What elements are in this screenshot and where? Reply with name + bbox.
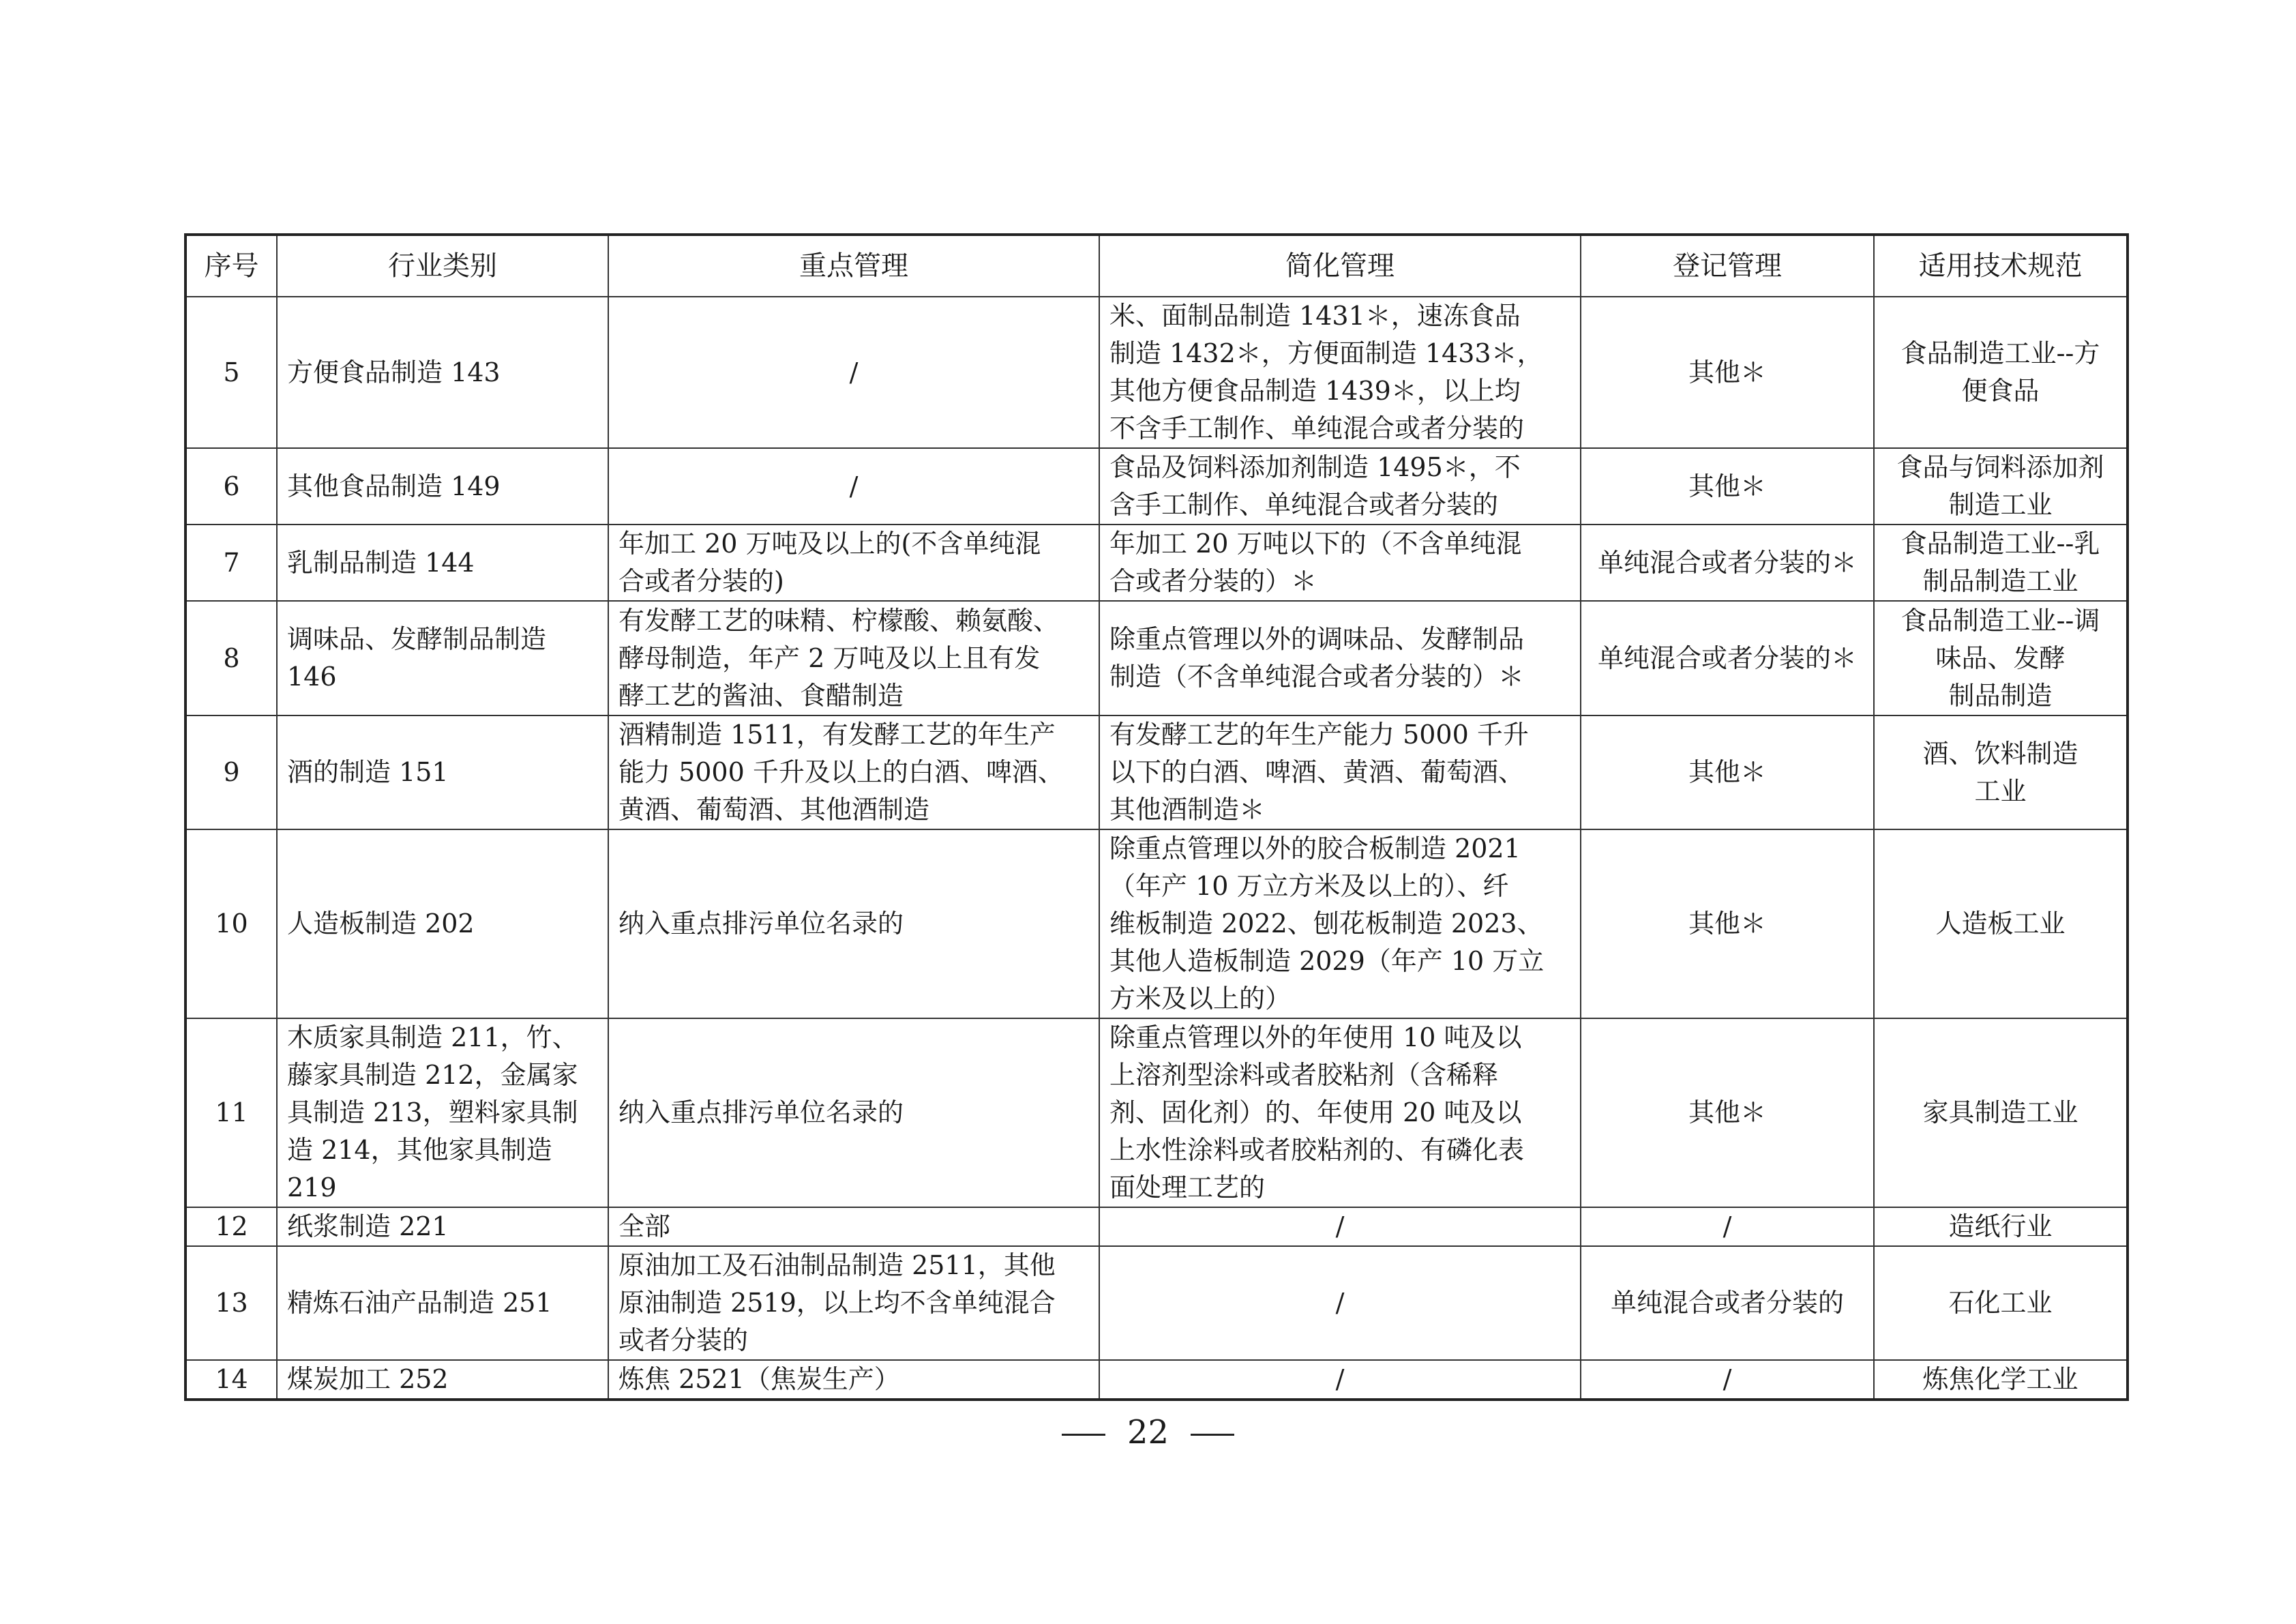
cell-registration-management: [1581, 1246, 1874, 1360]
cell-industry-category: [277, 1246, 608, 1360]
cell-text: 12: [215, 1211, 248, 1241]
cell-text: 炼焦 2521（焦炭生产）: [618, 1364, 900, 1394]
cell-text: 纳入重点排污单位名录的: [618, 1097, 904, 1127]
cell-registration-management: [1581, 1018, 1874, 1207]
cell-text: 11: [215, 1097, 248, 1127]
cell-text: 人造板工业: [1935, 909, 2066, 939]
cell-text: 食品制造工业--调 味品、发酵 制品制造: [1900, 605, 2100, 711]
table-row: [185, 1207, 2128, 1246]
cell-text: 炼焦化学工业: [1922, 1364, 2078, 1394]
table-row: [185, 601, 2128, 715]
cell-text: 8: [223, 643, 240, 673]
cell-text: 米、面制品制造 1431＊，速冻食品 制造 1432＊，方便面制造 1433＊， 其他方便食品制造 1439＊，以上均 不含手工制作、单纯混合或者分装的: [1109, 301, 1543, 443]
table-row: [185, 1018, 2128, 1207]
cell-key-management: [608, 601, 1099, 715]
cell-text: /: [1335, 1288, 1345, 1318]
cell-registration-management: [1581, 1207, 1874, 1246]
cell-simplified-management: [1099, 1246, 1581, 1360]
permit-classification-table: [184, 233, 2129, 1401]
table-row: [185, 1246, 2128, 1360]
cell-industry-category: [277, 1207, 608, 1246]
cell-registration-management: [1581, 297, 1874, 448]
cell-text: /: [1335, 1211, 1345, 1241]
cell-technical-spec: [1874, 1246, 2128, 1360]
page-number: [0, 1411, 2296, 1454]
cell-industry-category: [277, 1018, 608, 1207]
cell-text: 酒精制造 1511，有发酵工艺的年生产 能力 5000 千升及以上的白酒、啤酒、 黄酒、葡萄酒、其他酒制造: [618, 720, 1064, 825]
cell-text: 酒、饮料制造 工业: [1922, 738, 2078, 806]
cell-text: /: [1723, 1211, 1732, 1241]
header-registration-management: 登记管理: [1581, 235, 1874, 297]
cell-key-management: [608, 1018, 1099, 1207]
cell-serial-number: [185, 715, 277, 829]
cell-simplified-management: [1099, 601, 1581, 715]
table-header-row: [185, 235, 2128, 297]
header-industry-category: 行业类别: [277, 235, 608, 297]
cell-text: 除重点管理以外的年使用 10 吨及以 上溶剂型涂料或者胶粘剂（含稀释 剂、固化剂）的、年使用 20 吨及以 上水性涂料或者胶粘剂的、有磷化表 面处理工艺的: [1109, 1022, 1525, 1202]
cell-text: /: [1335, 1364, 1345, 1394]
cell-serial-number: [185, 525, 277, 601]
cell-text: 5: [223, 357, 240, 387]
cell-serial-number: [185, 1018, 277, 1207]
cell-text: /: [1723, 1364, 1732, 1394]
cell-technical-spec: [1874, 297, 2128, 448]
cell-text: 石化工业: [1948, 1288, 2053, 1318]
cell-simplified-management: [1099, 525, 1581, 601]
cell-text: 食品与饲料添加剂 制造工业: [1896, 452, 2104, 520]
cell-industry-category: [277, 297, 608, 448]
cell-simplified-management: [1099, 1207, 1581, 1246]
cell-text: 9: [223, 757, 240, 787]
cell-text: 人造板制造 202: [287, 909, 475, 939]
cell-key-management: [608, 525, 1099, 601]
cell-text: /: [849, 357, 859, 387]
table-row: [185, 525, 2128, 601]
cell-simplified-management: [1099, 448, 1581, 525]
cell-technical-spec: [1874, 1207, 2128, 1246]
cell-key-management: [608, 1246, 1099, 1360]
cell-registration-management: [1581, 448, 1874, 525]
cell-text: 其他＊: [1688, 909, 1766, 939]
cell-registration-management: [1581, 525, 1874, 601]
cell-technical-spec: [1874, 525, 2128, 601]
cell-text: 有发酵工艺的年生产能力 5000 千升 以下的白酒、啤酒、黄酒、葡萄酒、 其他酒制造＊: [1109, 720, 1529, 825]
cell-text: 木质家具制造 211，竹、 藤家具制造 212，金属家 具制造 213，塑料家具制 造 214，其他家具制造 219: [287, 1022, 578, 1202]
cell-industry-category: [277, 1360, 608, 1400]
cell-industry-category: [277, 448, 608, 525]
cell-simplified-management: [1099, 715, 1581, 829]
table-row: [185, 297, 2128, 448]
cell-text: 造纸行业: [1948, 1211, 2053, 1241]
cell-text: 纳入重点排污单位名录的: [618, 909, 904, 939]
cell-text: 全部: [618, 1211, 671, 1241]
header-simplified-management: 简化管理: [1099, 235, 1581, 297]
cell-technical-spec: [1874, 829, 2128, 1018]
cell-text: 10: [215, 909, 248, 939]
cell-text: 食品制造工业--方 便食品: [1900, 338, 2100, 406]
cell-technical-spec: [1874, 448, 2128, 525]
cell-text: 纸浆制造 221: [287, 1211, 449, 1241]
page-number-text: 22: [1127, 1413, 1169, 1451]
cell-technical-spec: [1874, 1018, 2128, 1207]
cell-registration-management: [1581, 1360, 1874, 1400]
cell-simplified-management: [1099, 1360, 1581, 1400]
cell-key-management: [608, 297, 1099, 448]
cell-registration-management: [1581, 601, 1874, 715]
cell-serial-number: [185, 297, 277, 448]
cell-key-management: [608, 448, 1099, 525]
cell-technical-spec: [1874, 601, 2128, 715]
cell-industry-category: [277, 715, 608, 829]
table-row: [185, 715, 2128, 829]
cell-text: 原油加工及石油制品制造 2511，其他 原油制造 2519，以上均不含单纯混合 或者分装的: [618, 1250, 1056, 1355]
cell-registration-management: [1581, 829, 1874, 1018]
table-row: [185, 1360, 2128, 1400]
table-row: [185, 448, 2128, 525]
cell-technical-spec: [1874, 1360, 2128, 1400]
cell-simplified-management: [1099, 297, 1581, 448]
cell-text: 6: [223, 471, 240, 501]
cell-text: 有发酵工艺的味精、柠檬酸、赖氨酸、 酵母制造，年产 2 万吨及以上且有发 酵工艺的酱油、食醋制造: [618, 605, 1060, 711]
cell-serial-number: [185, 448, 277, 525]
cell-text: 除重点管理以外的调味品、发酵制品 制造（不含单纯混合或者分装的）＊: [1109, 624, 1525, 692]
cell-text: 年加工 20 万吨及以上的(不含单纯混 合或者分装的): [618, 529, 1041, 596]
page-number-dash-left: [1062, 1434, 1105, 1436]
cell-simplified-management: [1099, 1018, 1581, 1207]
cell-industry-category: [277, 829, 608, 1018]
cell-text: 其他＊: [1688, 757, 1766, 787]
cell-text: 单纯混合或者分装的: [1610, 1288, 1844, 1318]
cell-technical-spec: [1874, 715, 2128, 829]
cell-key-management: [608, 715, 1099, 829]
cell-text: 其他＊: [1688, 357, 1766, 387]
page-number-dash-right: [1191, 1434, 1234, 1436]
cell-registration-management: [1581, 715, 1874, 829]
cell-text: 单纯混合或者分装的＊: [1597, 643, 1857, 673]
cell-text: 酒的制造 151: [287, 757, 449, 787]
cell-text: 家具制造工业: [1922, 1097, 2078, 1127]
cell-text: 食品及饲料添加剂制造 1495＊，不 含手工制作、单纯混合或者分装的: [1109, 452, 1521, 520]
cell-serial-number: [185, 1246, 277, 1360]
cell-text: 精炼石油产品制造 251: [287, 1288, 552, 1318]
header-technical-spec: 适用技术规范: [1874, 235, 2128, 297]
cell-serial-number: [185, 829, 277, 1018]
cell-text: 煤炭加工 252: [287, 1364, 449, 1394]
cell-text: 年加工 20 万吨以下的（不含单纯混 合或者分装的）＊: [1109, 529, 1522, 596]
cell-text: 调味品、发酵制品制造 146: [287, 624, 547, 692]
cell-key-management: [608, 1360, 1099, 1400]
cell-simplified-management: [1099, 829, 1581, 1018]
cell-text: 14: [215, 1364, 248, 1394]
cell-text: 乳制品制造 144: [287, 547, 475, 578]
cell-text: 其他＊: [1688, 471, 1766, 501]
cell-industry-category: [277, 601, 608, 715]
cell-industry-category: [277, 525, 608, 601]
header-serial-number: 序号: [185, 235, 277, 297]
table-row: [185, 829, 2128, 1018]
cell-text: 13: [215, 1288, 248, 1318]
cell-text: /: [849, 471, 859, 501]
cell-text: 7: [223, 547, 240, 578]
header-key-management: 重点管理: [608, 235, 1099, 297]
cell-text: 单纯混合或者分装的＊: [1597, 547, 1857, 578]
cell-serial-number: [185, 1207, 277, 1246]
cell-text: 除重点管理以外的胶合板制造 2021 （年产 10 万立方米及以上的）、纤 维板制造 2022、刨花板制造 2023、 其他人造板制造 2029（年产 10 万立 方米及以上的）: [1109, 833, 1545, 1014]
cell-text: 其他＊: [1688, 1097, 1766, 1127]
cell-text: 方便食品制造 143: [287, 357, 501, 387]
cell-serial-number: [185, 1360, 277, 1400]
cell-key-management: [608, 1207, 1099, 1246]
cell-key-management: [608, 829, 1099, 1018]
cell-text: 其他食品制造 149: [287, 471, 501, 501]
cell-serial-number: [185, 601, 277, 715]
cell-text: 食品制造工业--乳 制品制造工业: [1900, 529, 2100, 596]
